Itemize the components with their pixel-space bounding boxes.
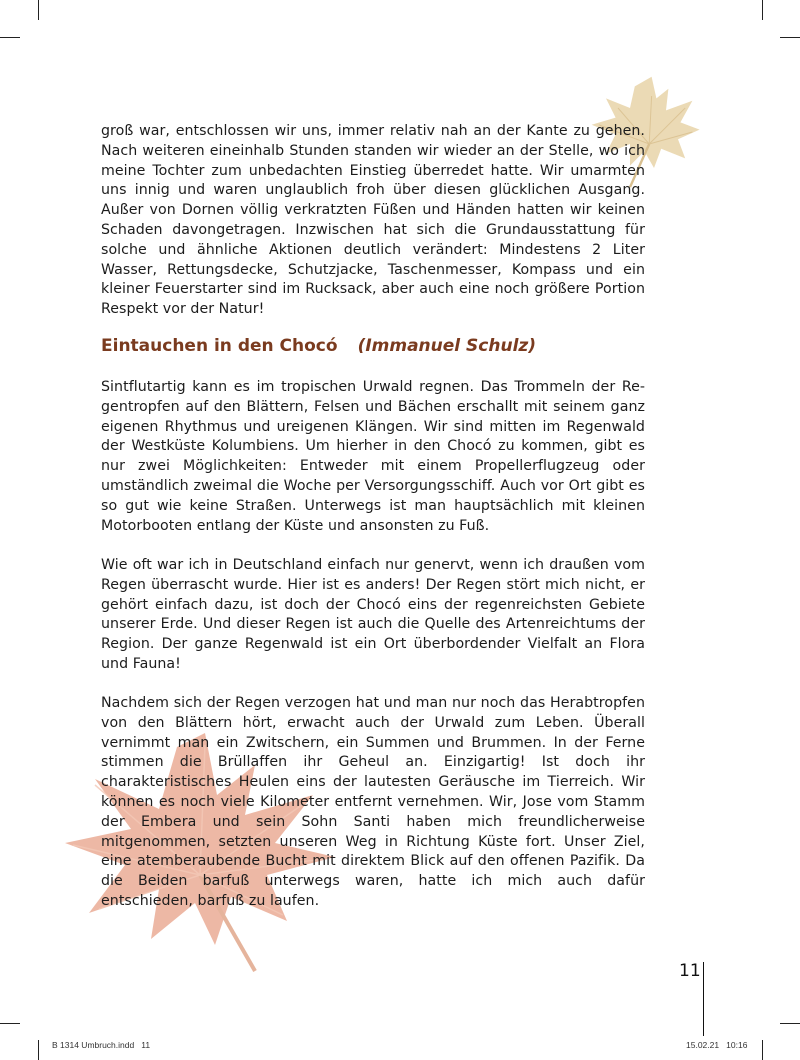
slug-file: B 1314 Umbruch.indd 11: [52, 1040, 151, 1050]
page-number: 11: [679, 961, 701, 981]
paragraph-text: groß war, entschlossen wir uns, immer relativ nah an der Kante zu gehen. Nach weiteren eineinhalb Stunden standen wir wieder an der Stelle, wo ich meine Tochter zum unbedachten Einstieg überredet hatte. Wir umarmten uns innig und waren unglaublich froh über diesen glücklichen Ausgang. Außer von Dornen völlig verkratzten Füßen und Händen hatten wir keinen Schaden davongetragen. Inzwischen hat sich die Grundausstattung für solche und ähnliche Aktionen deutlich verändert: Mindestens 2 Liter Wasser, Rettungsdecke, Schutzjacke, Taschenmesser, Kompass und ein kleiner Feuerstarter sind im Rucksack, aber auch eine noch größere Portion Respekt vor der Natur!: [101, 123, 645, 318]
paragraph-text: Nachdem sich der Regen verzogen hat und man nur noch das Herabtropfen von den Blättern hört, erwacht auch der Urwald zum Leben. Überall vernimmt man ein Zwitschern, ein Summen und Brummen. In der Ferne stimmen die Brüllaffen ihr Geheul an. Einzigartig! Ist doch ihr charakteristisches Heulen eins der lautesten Geräusche im Tierreich. Wir können es noch viele Kilometer entfernt vernehmen. Wir, Jose vom Stamm der Embera und sein Sohn Santi haben mich freundlicherweise mitgenommen, setzten unseren Weg in Richtung Küste fort. Unser Ziel, eine atemberaubende Bucht mit direktem Blick auf den offenen Pazifik. Da die Beiden barfuß unterwegs waren, hatte ich mich auch dafür entschieden, barfuß zu laufen.: [101, 695, 645, 909]
crop-mark: [780, 1023, 800, 1024]
paragraph-text: Sintflutartig kann es im tropischen Urwald regnen. Das Trommeln der Regentropfen auf den Blättern, Felsen und Bächen erschallt mit seinem ganz eigenen Rhythmus und ureigenen Klängen. Wir sind mitten im Regenwald der Westküste Kolumbiens. Um hierher in den Chocó zu kommen, gibt es nur zwei Möglichkeiten: Entweder mit einem Propellerflugzeug oder umständlich zweimal die Woche per Versorgungsschiff. Auch vor Ort gibt es so gut wie keine Straßen. Unterwegs ist man hauptsächlich mit kleinen Motorbooten entlang der Küste und ansonsten zu Fuß.: [101, 379, 645, 534]
crop-mark: [0, 37, 20, 38]
crop-mark: [38, 1040, 39, 1060]
page-number-rule: [703, 962, 704, 1036]
section-paragraph-1: [101, 378, 645, 536]
section-title: Eintauchen in den Chocó: [101, 336, 338, 356]
section-paragraph-2: [101, 556, 645, 675]
section-paragraph-3: [101, 694, 645, 912]
section-author: (Immanuel Schulz): [357, 336, 537, 356]
section-heading: [101, 336, 536, 356]
crop-mark: [38, 0, 39, 20]
paragraph-text: Wie oft war ich in Deutschland einfach nur genervt, wenn ich draußen vom Regen überrascht wurde. Hier ist es anders! Der Regen stört mich nicht, er gehört einfach dazu, ist doch der Chocó eins der regenreichsten Gebiete unserer Erde. Und dieser Regen ist auch die Quelle des Artenreichtums der Region. Der ganze Regenwald ist ein Ort überbordender Vielfalt an Flora und Fauna!: [101, 557, 645, 672]
slug-date: 15.02.21 10:16: [686, 1040, 748, 1050]
crop-mark: [762, 0, 763, 20]
crop-mark: [780, 37, 800, 38]
intro-paragraph: [101, 122, 645, 320]
crop-mark: [762, 1040, 763, 1060]
crop-mark: [0, 1023, 20, 1024]
